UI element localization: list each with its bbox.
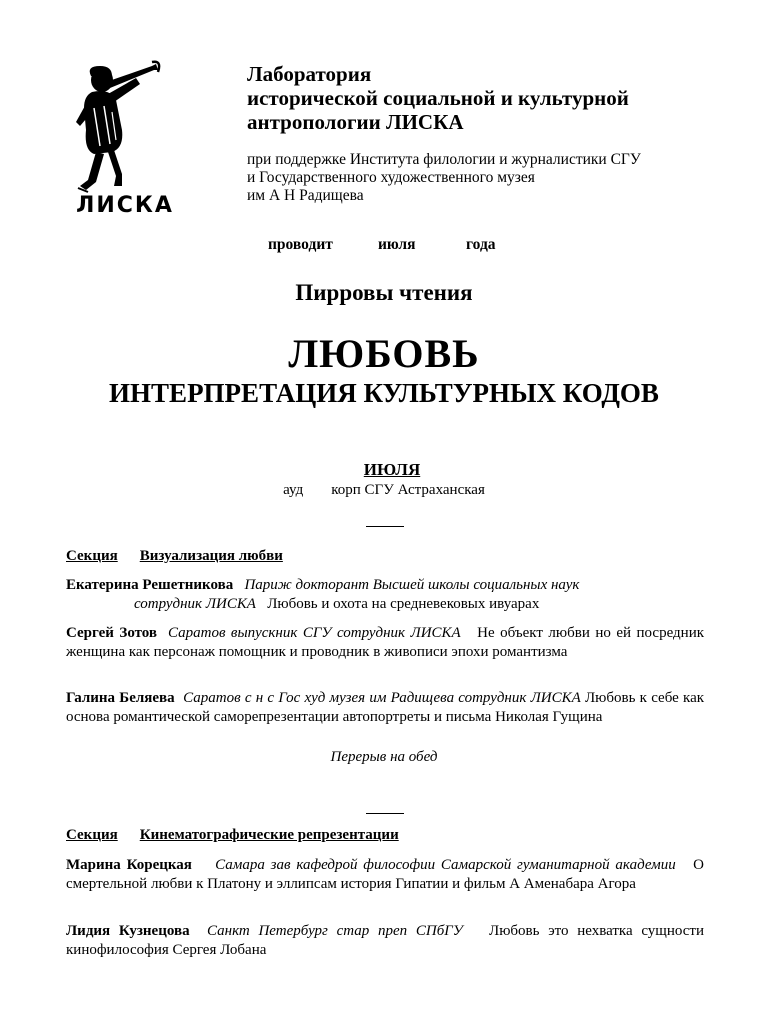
support-line: и Государственного художественного музея	[247, 169, 535, 186]
organizer-title-line: Лаборатория	[247, 62, 372, 86]
schedule-date-text: ИЮЛЯ	[363, 460, 421, 479]
speaker-name: Лидия Кузнецова	[66, 923, 190, 939]
section-label: Секция	[66, 827, 118, 843]
announcement-month: июля	[378, 236, 416, 253]
organizer-title-line: антропологии ЛИСКА	[247, 110, 464, 134]
lyska-herald-figure-icon	[66, 60, 184, 216]
readings-heading: Пирровы чтения	[295, 280, 473, 305]
schedule-place	[0, 482, 768, 499]
event-title: ЛЮБОВЬ	[288, 331, 480, 376]
speaker-name: Галина Беляева	[66, 690, 175, 706]
lyska-logo	[66, 60, 184, 216]
section-label: Секция	[66, 548, 118, 564]
announcement-line	[268, 236, 496, 254]
separator-line	[366, 813, 404, 814]
talk-topic: Любовь к себе как основа романтической саморепрезентации автопортреты и письма Николая Гущина	[66, 690, 705, 725]
organizer-title-line: исторической социальной и культурной	[247, 86, 629, 110]
place-aud: ауд	[283, 482, 304, 498]
lunch-break: Перерыв на обед	[330, 749, 438, 765]
schedule-date	[0, 460, 768, 480]
logo-wordmark: ЛИСКА	[76, 193, 174, 216]
announcement-holds: проводит	[268, 236, 333, 253]
section-heading	[66, 827, 399, 844]
support-line: при поддержке Института филологии и журналистики СГУ	[247, 151, 641, 168]
support-line: им А Н Радищева	[247, 187, 364, 204]
section-heading	[66, 548, 283, 565]
speaker-affiliation: Самара зав кафедрой философии Самарской гуманитарной академии	[215, 857, 676, 873]
section-title: Визуализация любви	[139, 548, 283, 564]
speaker-affiliation: Париж докторант Высшей школы социальных наук	[244, 577, 580, 593]
talk-entry	[66, 624, 704, 661]
support-note	[247, 151, 717, 205]
talk-topic: Любовь это нехватка сущности кинофилософия Сергея Лобана	[66, 923, 704, 958]
speaker-affiliation: сотрудник ЛИСКА	[134, 595, 256, 612]
talk-topic: О смертельной любви к Платону и эллипсам история Гипатии и фильм А Аменабара Агора	[66, 857, 704, 892]
speaker-name: Марина Корецкая	[66, 857, 192, 873]
talk-entry	[66, 576, 704, 613]
talk-entry	[66, 689, 704, 726]
speaker-affiliation: Саратов с н с Гос худ музея им Радищева сотрудник ЛИСКА	[183, 690, 581, 706]
talk-entry	[66, 922, 704, 959]
place-building: корп СГУ Астраханская	[331, 482, 485, 498]
separator-line	[366, 526, 404, 527]
event-subtitle: ИНТЕРПРЕТАЦИЯ КУЛЬТУРНЫХ КОДОВ	[109, 378, 659, 408]
talk-topic: Не объект любви но ей посредник женщина как персонаж помощник и проводник в живописи эпохи романтизма	[66, 625, 705, 660]
talk-topic: Любовь и охота на средневековых ивуарах	[267, 595, 540, 612]
organizer-block	[247, 62, 717, 205]
section-title: Кинематографические репрезентации	[139, 827, 399, 843]
speaker-name: Екатерина Решетникова	[66, 577, 234, 593]
organizer-title	[247, 62, 717, 134]
speaker-affiliation: Санкт Петербург стар преп СПбГУ	[207, 923, 463, 939]
talk-entry	[66, 856, 704, 893]
speaker-affiliation: Саратов выпускник СГУ сотрудник ЛИСКА	[168, 625, 461, 641]
announcement-year: года	[466, 236, 496, 253]
speaker-name: Сергей Зотов	[66, 625, 158, 641]
